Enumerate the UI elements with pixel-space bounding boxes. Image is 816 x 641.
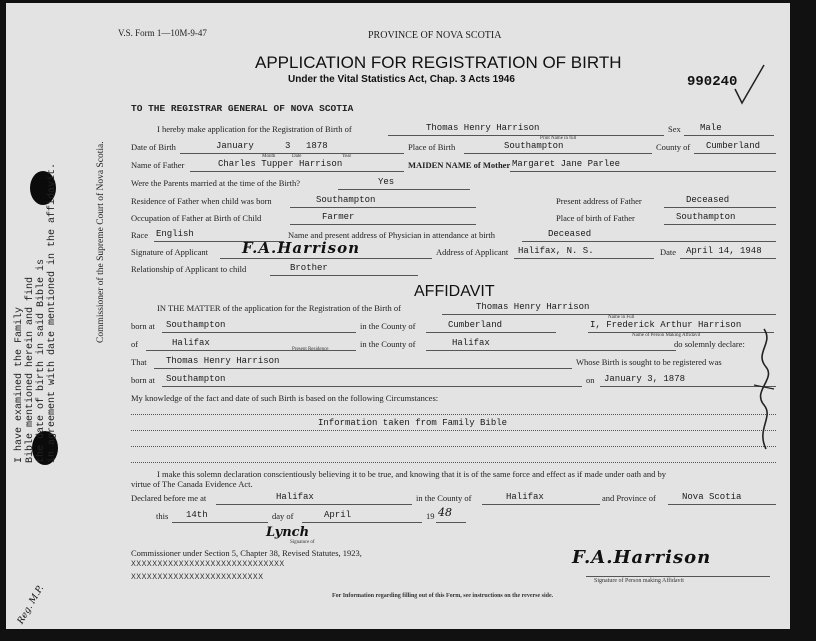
line-sex [684,135,774,136]
circumstance-line-1 [131,414,776,415]
label-present-address: Present address of Father [556,196,642,206]
label-race: Race [131,230,148,240]
mother-name: Margaret Jane Parlee [512,159,621,169]
line-father [190,171,404,172]
margin-line-1: I have examined the Family [14,306,25,463]
circumstance-line-2 [131,430,776,431]
line-of-county [426,350,676,351]
circumstance-line-4 [131,462,776,463]
line-county [694,153,776,154]
form-subtitle: Under the Vital Statistics Act, Chap. 3 Acts 1946 [288,74,515,85]
label-application: I hereby make application for the Registration of Birth of [157,124,352,134]
line-place-of-birth [464,153,652,154]
label-matter: IN THE MATTER of the application for the Registration of the Birth of [157,303,401,313]
married: Yes [378,177,395,187]
line-province [668,504,776,505]
occupation: Farmer [322,212,355,222]
label-present-residence: Present Residence [292,347,329,352]
check-mark-icon [733,63,767,105]
sex: Male [700,123,722,133]
declared-year: 48 [438,506,452,519]
label-physician: Name and present address of Physician in attendance at birth [288,230,496,240]
dob-month: January [216,141,254,151]
label-day: Date [292,154,302,159]
line-relationship [270,275,418,276]
label-declared-at: Declared before me at [131,493,207,503]
label-address-applicant: Address of Applicant [436,247,509,257]
label-in-county: in the County of [360,321,416,331]
label-knowledge: My knowledge of the fact and date of such Birth is based on the following Circumstances: [131,393,439,403]
residence-father: Southampton [316,195,376,205]
line-month [302,522,422,523]
line-present-address [664,207,776,208]
line-physician [522,241,776,242]
line-residence-father [290,207,476,208]
line-mother [510,171,776,172]
label-on: on [586,375,595,385]
label-born-at-2: born at [131,375,155,385]
label-in-county-2: in the County of [360,339,416,349]
label-born-at: born at [131,321,155,331]
affidavit-county: Cumberland [448,320,503,330]
declaration-line-1: I make this solemn declaration conscientiously believing it to be true, and knowing that it is of the same force and effect as if made under oath and by [157,469,666,479]
label-mother: MAIDEN NAME of Mother [408,160,511,170]
label-of: of [131,339,139,349]
line-declared-county [482,504,600,505]
label-province: and Province of [602,493,656,503]
applicant-signature: F.A.Harrison [242,239,360,257]
dob-day: 3 [285,141,291,151]
place-of-birth: Southampton [504,141,564,151]
commissioner-line: Commissioner under Section 5, Chapter 38, Revised Statutes, 1923, [131,548,362,558]
line-born-at [162,332,356,333]
label-married: Were the Parents married at the time of the Birth? [131,178,301,188]
affidavit-heading: AFFIDAVIT [414,283,495,300]
label-solemnly: do solemnly declare: [674,339,745,349]
label-signature-person: Signature of Person making Affidavit [594,578,684,584]
line-married [338,189,470,190]
commissioner-signature: Lynch [266,525,310,540]
label-county-of: County of [656,142,691,152]
application-date: April 14, 1948 [686,246,762,256]
declared-day: 14th [186,510,208,520]
line-place-birth-father [664,224,776,225]
line-declared-at [216,504,412,505]
father-name: Charles Tupper Harrison [218,159,343,169]
label-place-birth-father: Place of birth of Father [556,213,635,223]
line-born-at-2 [162,386,582,387]
label-father: Name of Father [131,160,185,170]
margin-commissioner: Commissioner of the Supreme Court of Nova Scotia. [96,141,106,343]
declared-province: Nova Scotia [682,492,742,502]
label-month: Month [262,154,276,159]
line-signature-applicant [220,258,432,259]
margin-certification [14,163,58,463]
born-at-2: Southampton [166,374,226,384]
label-name-full: Name in Full [608,315,635,320]
label-day-of: day of [272,511,294,521]
margin-line-4: in agreement with date mentioned in the affidavit. [47,162,58,463]
circumstance-line-3 [131,446,776,447]
declared-month: April [324,510,352,520]
circumstances: Information taken from Family Bible [318,418,508,428]
declared-at: Halifax [276,492,314,502]
address-applicant: Halifax, N. S. [518,246,594,256]
line-in-county [426,332,556,333]
label-in-county-3: in the County of [416,493,472,503]
of-place: Halifax [172,338,210,348]
footer-note: For Information regarding filling out of this Form, see instructions on the reverse side. [332,593,554,599]
label-name-person: Name of Person Making Affidavit [632,333,701,338]
line-day [172,522,268,523]
physician: Deceased [548,229,592,239]
label-print-name: Print Name in full [540,136,577,141]
line-occupation [290,224,476,225]
province-heading: PROVINCE OF NOVA SCOTIA [368,30,502,41]
line-year [436,522,466,523]
label-relationship: Relationship of Applicant to child [131,264,247,274]
struck-line-1: XXXXXXXXXXXXXXXXXXXXXXXXXXXXX [131,560,285,569]
birth-registration-form [6,3,790,629]
corner-note: Reg. M.P. [16,583,47,626]
label-signature-of: Signature of [290,540,315,545]
line-address-applicant [514,258,654,259]
born-at: Southampton [166,320,226,330]
label-place-of-birth: Place of Birth [408,142,456,152]
line-deponent-signature [586,576,770,577]
struck-line-2: XXXXXXXXXXXXXXXXXXXXXXXXX [131,573,264,582]
born-on: January 3, 1878 [604,374,686,384]
label-occupation: Occupation of Father at Birth of Child [131,213,262,223]
declared-county: Halifax [506,492,544,502]
of-county: Halifax [452,338,490,348]
label-signature-applicant: Signature of Applicant [131,247,208,257]
margin-line-3: the date of birth in said Bible is [36,258,47,463]
child-name: Thomas Henry Harrison [426,123,540,133]
label-sex: Sex [668,124,681,134]
line-child-name [388,135,664,136]
registration-number: 990240 [687,74,738,90]
dob-year: 1878 [306,141,328,151]
deponent: I, Frederick Arthur Harrison [590,320,742,330]
to-registrar: TO THE REGISTRAR GENERAL OF NOVA SCOTIA [131,103,354,114]
line-date [680,258,776,259]
label-that: That [131,357,147,367]
margin-line-2: Bible mentioned herein and find [25,276,36,463]
race: English [156,229,194,239]
label-whose-birth: Whose Birth is sought to be registered was [576,357,722,367]
affidavit-child-name: Thomas Henry Harrison [476,302,590,312]
label-year-prefix: 19 [426,511,435,521]
label-this: this [156,511,169,521]
label-residence-father: Residence of Father when child was born [131,196,272,206]
form-number: V.S. Form 1—10M-9-47 [118,28,207,38]
line-that [154,368,572,369]
registrar-initials-icon [746,325,782,455]
label-year: Year [342,154,352,159]
county: Cumberland [706,141,761,151]
declaration-line-2: virtue of The Canada Evidence Act. [131,479,253,489]
form-title: APPLICATION FOR REGISTRATION OF BIRTH [255,53,622,72]
that-person: Thomas Henry Harrison [166,356,280,366]
deponent-signature: F.A.Harrison [572,547,712,568]
label-date: Date [660,247,677,257]
place-of-birth-father: Southampton [676,212,736,222]
present-address-father: Deceased [686,195,730,205]
relationship: Brother [290,263,328,273]
label-dob: Date of Birth [131,142,176,152]
